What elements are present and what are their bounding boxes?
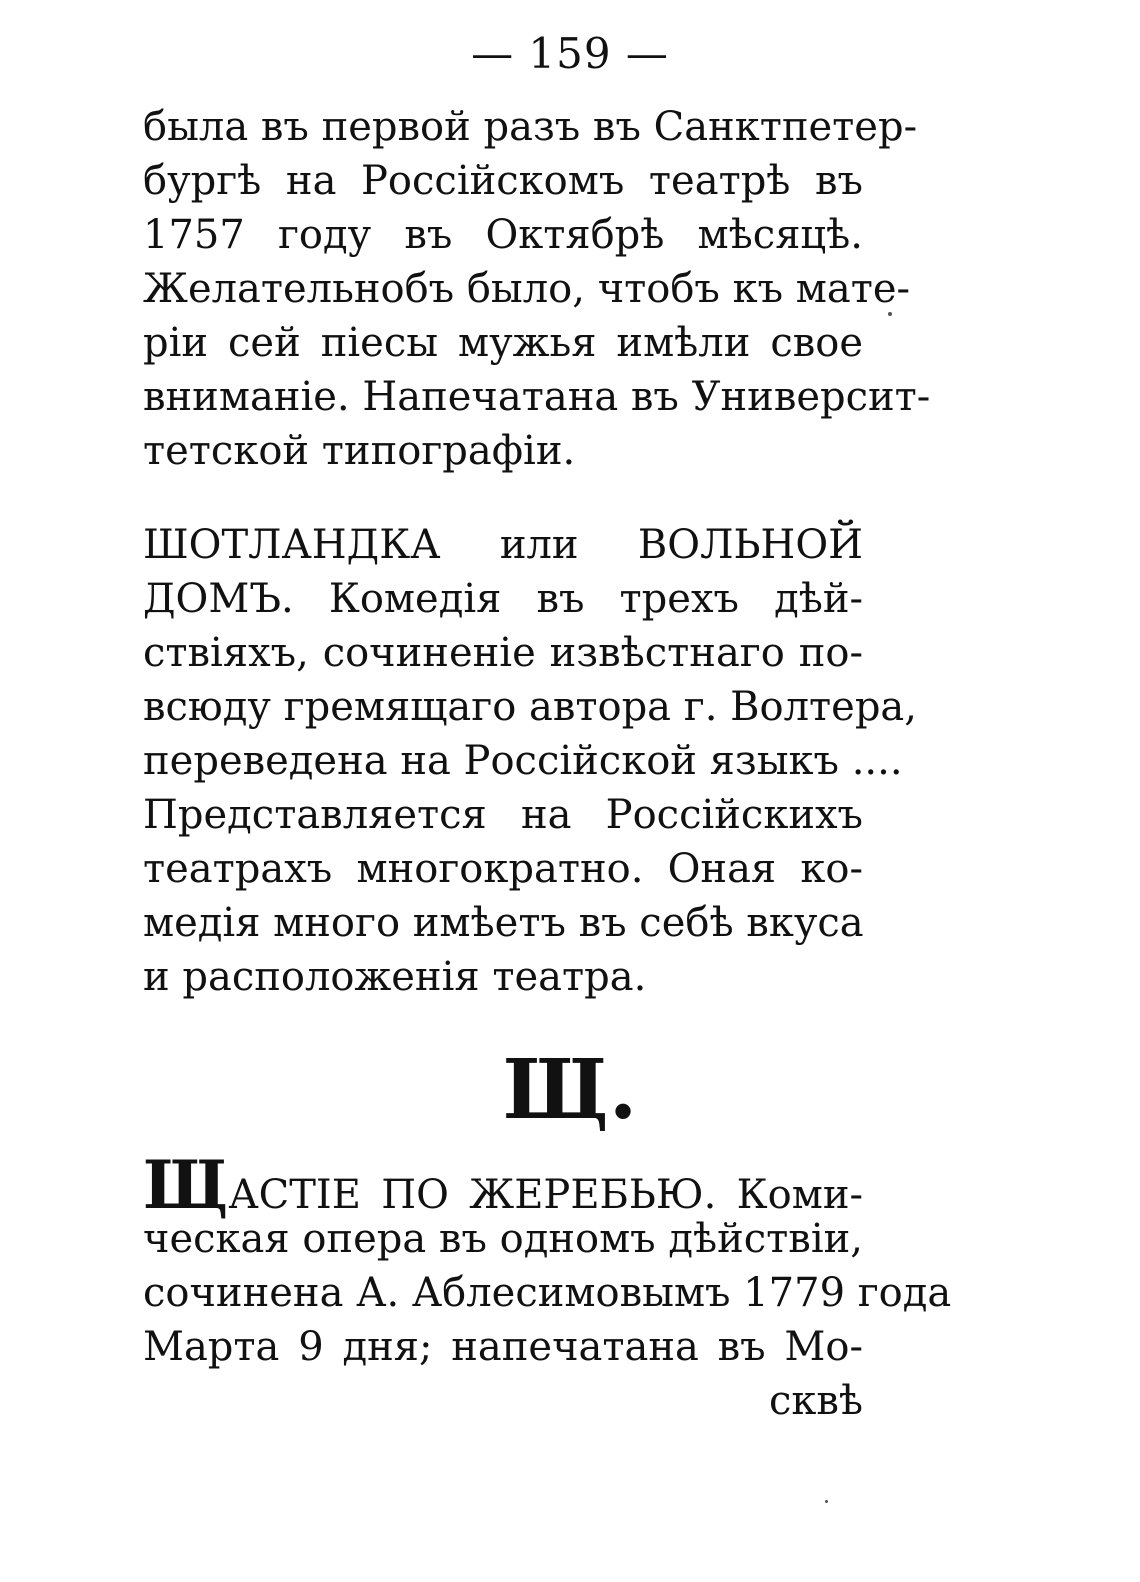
text-line: медія много имѣетъ въ себѣ вкуса: [143, 900, 864, 946]
entry-title-line: ШОТЛАНДКА или ВОЛЬНОЙ: [143, 522, 863, 568]
section-letter-heading: Щ.: [502, 1042, 638, 1138]
text-line: ДОМЪ. Комедія въ трехъ дѣй-: [143, 576, 863, 622]
text-line: была въ первой разъ въ Санктпетер-: [143, 104, 918, 150]
text-line: тетской типографіи.: [143, 428, 576, 474]
text-line: ствіяхъ, сочиненіе извѣстнаго по-: [143, 630, 863, 676]
text-line: всюду гремящаго автора г. Волтера,: [143, 684, 917, 730]
print-speck: [825, 1500, 828, 1503]
entry-title-rest: АСТІЕ ПО ЖЕРЕБЬЮ. Коми-: [228, 1172, 863, 1218]
drop-initial: Щ: [143, 1146, 229, 1224]
entry-title-line: [143, 1146, 863, 1224]
entry-continued-text: [143, 100, 931, 478]
print-speck: [888, 312, 892, 316]
text-line: сочинена А. Аблесимовымъ 1779 года: [143, 1270, 952, 1316]
text-line: вниманіе. Напечатана въ Университ-: [143, 374, 931, 420]
page-number: — 159 —: [471, 29, 669, 78]
text-line: 1757 году въ Октябрѣ мѣсяцѣ.: [143, 212, 863, 258]
text-line: и расположенія театра.: [143, 954, 647, 1000]
text-line: Желательнобъ было, чтобъ къ мате-: [143, 266, 911, 312]
text-line: бургѣ на Россійскомъ театрѣ въ: [143, 158, 863, 204]
text-line: театрахъ многократно. Оная ко-: [143, 846, 863, 892]
entry-shotlandka: [143, 518, 917, 1004]
text-line: переведена на Россійской языкъ ....: [143, 738, 903, 784]
entry-shchastie: [143, 1146, 952, 1428]
text-line: Представляется на Россійскихъ: [143, 792, 863, 838]
catchword: сквѣ: [768, 1378, 863, 1424]
text-line: ческая опера въ одномъ дѣйствіи,: [143, 1216, 863, 1262]
text-line: Марта 9 дня; напечатана въ Мо-: [143, 1324, 863, 1370]
text-line: ріи сей піесы мужья имѣли свое: [143, 320, 863, 366]
